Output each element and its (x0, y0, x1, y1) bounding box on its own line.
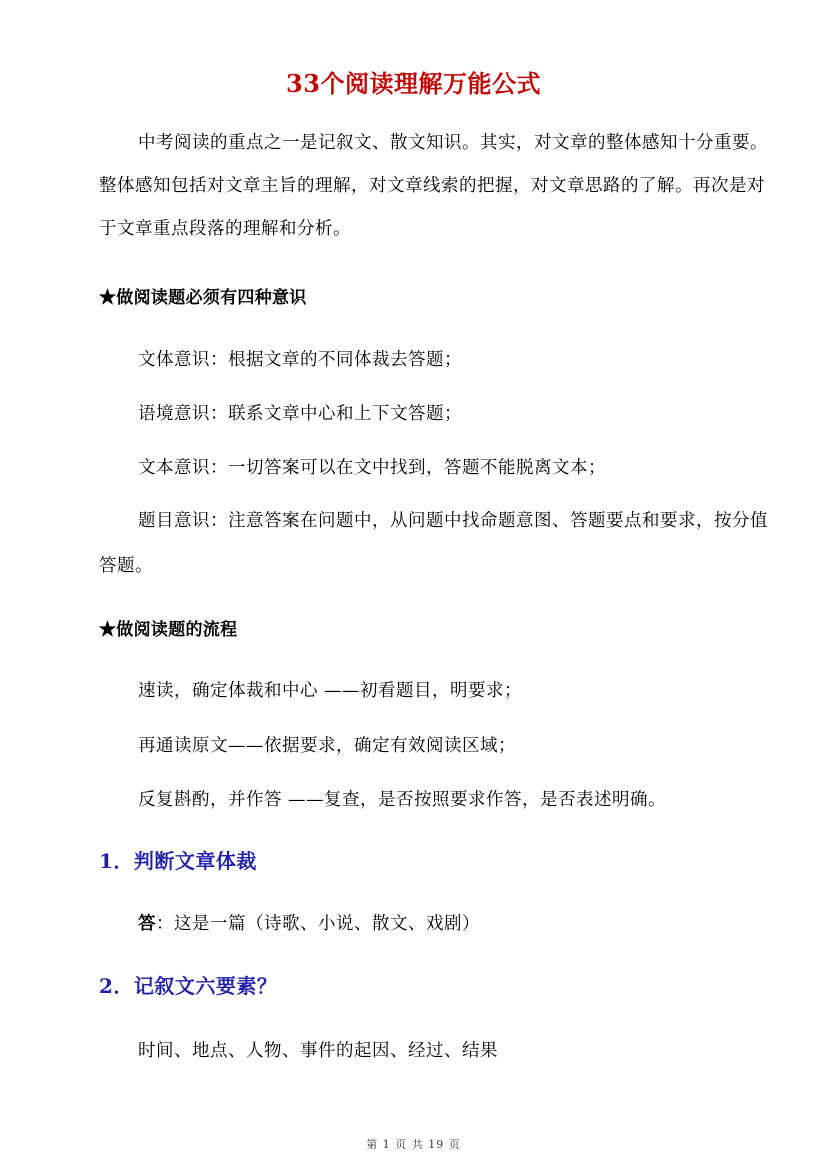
section-1-title: 1．判断文章体裁 (99, 849, 257, 873)
section-2-title: 2．记叙文六要素？ (99, 974, 278, 998)
awareness-item-style: 文体意识：根据文章的不同体裁去答题； (138, 350, 462, 370)
awareness-item-text: 文本意识：一切答案可以在文中找到，答题不能脱离文本； (138, 458, 606, 478)
page-title: 33个阅读理解万能公式 (286, 69, 541, 98)
answer-text: ：这是一篇（诗歌、小说、散文、戏剧） (156, 914, 480, 934)
awareness-heading: ★做阅读题必须有四种意识 (99, 288, 307, 308)
awareness-item-question: 题目意识：注意答案在问题中，从问题中找命题意图、答题要点和要求，按分值答题。 (99, 511, 768, 576)
section-1-answer (138, 910, 480, 935)
answer-label: 答 (138, 914, 156, 934)
process-heading: ★做阅读题的流程 (99, 620, 238, 640)
process-step-2: 再通读原文——依据要求，确定有效阅读区域； (138, 736, 516, 756)
awareness-item-context: 语境意识：联系文章中心和上下文答题； (138, 404, 462, 424)
intro-paragraph: 中考阅读的重点之一是记叙文、散文知识。其实，对文章的整体感知十分重要。整体感知包括对文章主旨的理解，对文章线索的把握，对文章思路的了解。再次是对于文章重点段落的理解和分析。 (99, 133, 768, 239)
page-footer: 第 1 页 共 19 页 (366, 1138, 461, 1151)
process-step-3: 反复斟酌，并作答 ——复查，是否按照要求作答，是否表述明确。 (138, 790, 667, 810)
process-step-1: 速读，确定体裁和中心 ——初看题目，明要求； (138, 681, 523, 701)
section-2-answer: 时间、地点、人物、事件的起因、经过、结果 (138, 1041, 498, 1061)
